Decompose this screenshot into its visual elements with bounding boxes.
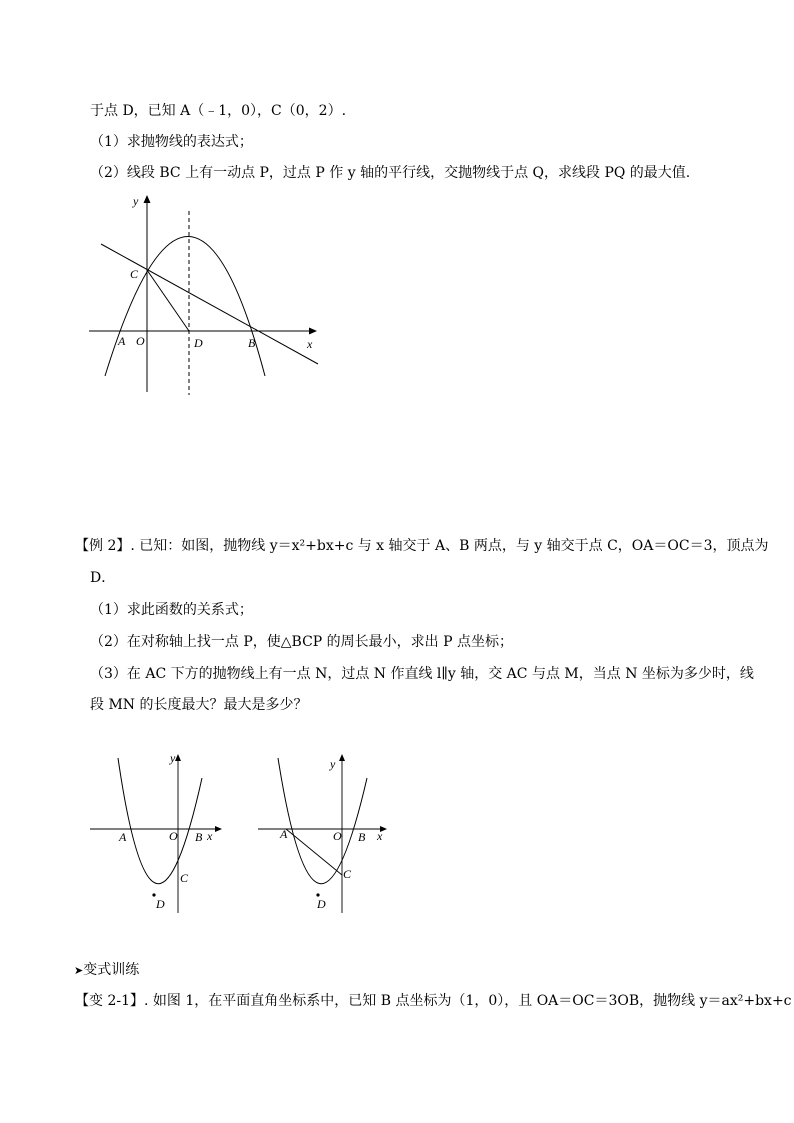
label-y: y xyxy=(170,751,176,765)
label-c: C xyxy=(180,871,189,885)
label-c: C xyxy=(130,267,139,281)
label-b: B xyxy=(195,830,203,844)
example2-q1: （1）求此函数的关系式； xyxy=(90,602,253,618)
label-x: x xyxy=(377,829,383,843)
label-c: C xyxy=(343,867,352,881)
parabola xyxy=(105,237,265,377)
variant-line1: 【变 2-1】. 如图 1，在平面直角坐标系中，已知 B 点坐标为（1，0），且 OA＝OC＝3OB，抛物线 y＝ax²+bx+c xyxy=(75,993,792,1009)
x-axis-arrow-icon xyxy=(309,328,317,335)
label-y: y xyxy=(133,194,139,208)
arrowhead-icon: ➤ xyxy=(74,964,84,977)
label-a: A xyxy=(280,827,288,841)
figure-3 xyxy=(256,748,396,918)
x-axis-arrow-icon xyxy=(215,826,222,832)
label-o: O xyxy=(136,334,145,348)
label-x: x xyxy=(207,829,213,843)
parabola xyxy=(118,758,202,884)
example2-q3b: 段 MN 的长度最大？最大是多少？ xyxy=(90,697,308,713)
label-a: A xyxy=(119,830,127,844)
y-axis-arrow-icon xyxy=(175,754,181,761)
figure-2 xyxy=(88,748,228,918)
segment-cd xyxy=(147,270,189,331)
label-d: D xyxy=(156,897,165,911)
label-x: x xyxy=(307,337,313,351)
label-o: O xyxy=(169,829,178,843)
label-o: O xyxy=(333,829,342,843)
question-2: （2）线段 BC 上有一动点 P，过点 P 作 y 轴的平行线，交抛物线于点 Q，求线段 PQ 的最大值. xyxy=(90,165,691,181)
label-y: y xyxy=(330,757,336,771)
figure-1 xyxy=(85,190,335,400)
label-d: D xyxy=(317,897,326,911)
label-d: D xyxy=(194,336,203,350)
question-1: （1）求抛物线的表达式； xyxy=(90,134,253,150)
example2-q2: （2）在对称轴上找一点 P，使△BCP 的周长最小，求出 P 点坐标； xyxy=(90,634,513,650)
label-b: B xyxy=(358,830,366,844)
line-cb-extended xyxy=(101,244,318,364)
example2-line2: D． xyxy=(90,570,116,586)
variant-heading-text: 变式训练 xyxy=(83,962,140,978)
label-b: B xyxy=(248,336,256,350)
parabola xyxy=(278,758,367,884)
y-axis-arrow-icon xyxy=(144,195,151,203)
variant-heading xyxy=(74,961,139,980)
y-axis-arrow-icon xyxy=(339,754,345,761)
example2-q3a: （3）在 AC 下方的抛物线上有一点 N，过点 N 作直线 l∥y 轴，交 AC 与点 M，当点 N 坐标为多少时，线 xyxy=(90,666,754,682)
example2-line1: 【例 2】. 已知：如图，抛物线 y＝x²+bx+c 与 x 轴交于 A、B 两点，与 y 轴交于点 C，OA＝OC＝3，顶点为 xyxy=(75,538,769,554)
problem-intro: 于点 D，已知 A（﹣1，0），C（0，2）. xyxy=(90,103,347,119)
label-a: A xyxy=(118,334,126,348)
